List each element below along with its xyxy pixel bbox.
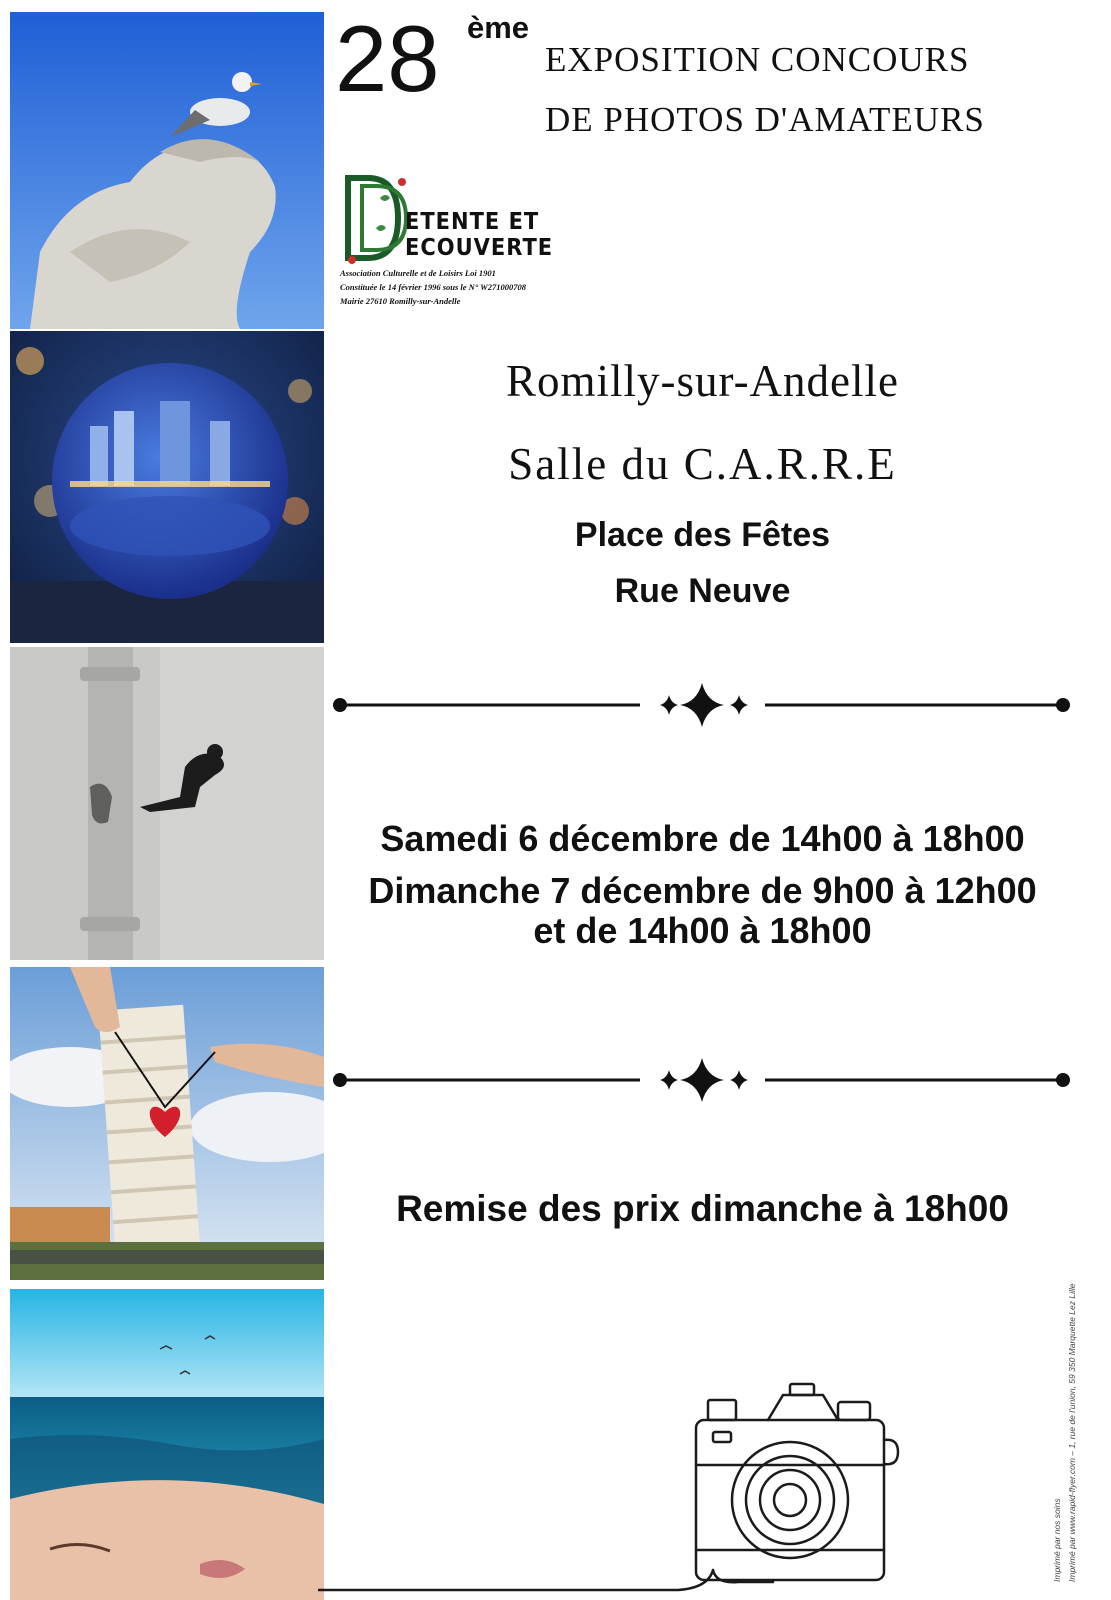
edition-number: 28 (335, 6, 440, 111)
crystal-ball-city-photo (10, 331, 324, 643)
printer-credit-line-2: Imprimé par www.rapid-flyer.com – 1, rue de l'union, 59 350 Marquette Lez Lille (1067, 1283, 1077, 1582)
title-line-2: DE PHOTOS D'AMATEURS (545, 100, 985, 139)
schedule-saturday: Samedi 6 décembre de 14h00 à 18h00 (380, 818, 1025, 859)
title-line-1: EXPOSITION CONCOURS (545, 40, 970, 79)
edition-suffix: ème (467, 10, 530, 45)
sparkle-divider-top (330, 675, 1080, 735)
venue-town: Romilly-sur-Andelle (505, 356, 900, 406)
printer-credit-line-1: Imprimé par nos soins (1052, 1498, 1062, 1582)
association-logo (340, 168, 580, 313)
camera-line-art-icon (318, 1370, 1048, 1595)
logo-name-line-1: ETENTE ET (405, 208, 540, 235)
logo-info-line-1: Association Culturelle et de Loisirs Loi 1901 (340, 268, 496, 278)
schedule-sunday-afternoon: et de 14h00 à 18h00 (533, 910, 872, 951)
schedule-sunday: Dimanche 7 décembre de 9h00 à 12h00 (368, 870, 1037, 911)
logo-info-line-3: Mairie 27610 Romilly-sur-Andelle (340, 296, 461, 306)
drainpipe-kick-photo (10, 647, 324, 960)
sea-face-photo (10, 1289, 324, 1600)
statue-seagull-photo (10, 12, 324, 329)
printer-credit (1052, 1242, 1077, 1582)
logo-name-line-2: ECOUVERTE (405, 234, 554, 261)
venue-street: Rue Neuve (614, 572, 791, 610)
venue-hall: Salle du C.A.R.R.E (508, 439, 897, 489)
pisa-tower-heart-photo (10, 967, 324, 1280)
dd-monogram-icon (340, 168, 415, 268)
sparkle-divider-bottom (330, 1050, 1080, 1110)
edition-heading (335, 4, 575, 119)
logo-info-line-2: Constituée le 14 février 1996 sous le N° W271000708 (340, 282, 526, 292)
awards-ceremony: Remise des prix dimanche à 18h00 (396, 1188, 1009, 1229)
venue-place: Place des Fêtes (574, 516, 831, 554)
